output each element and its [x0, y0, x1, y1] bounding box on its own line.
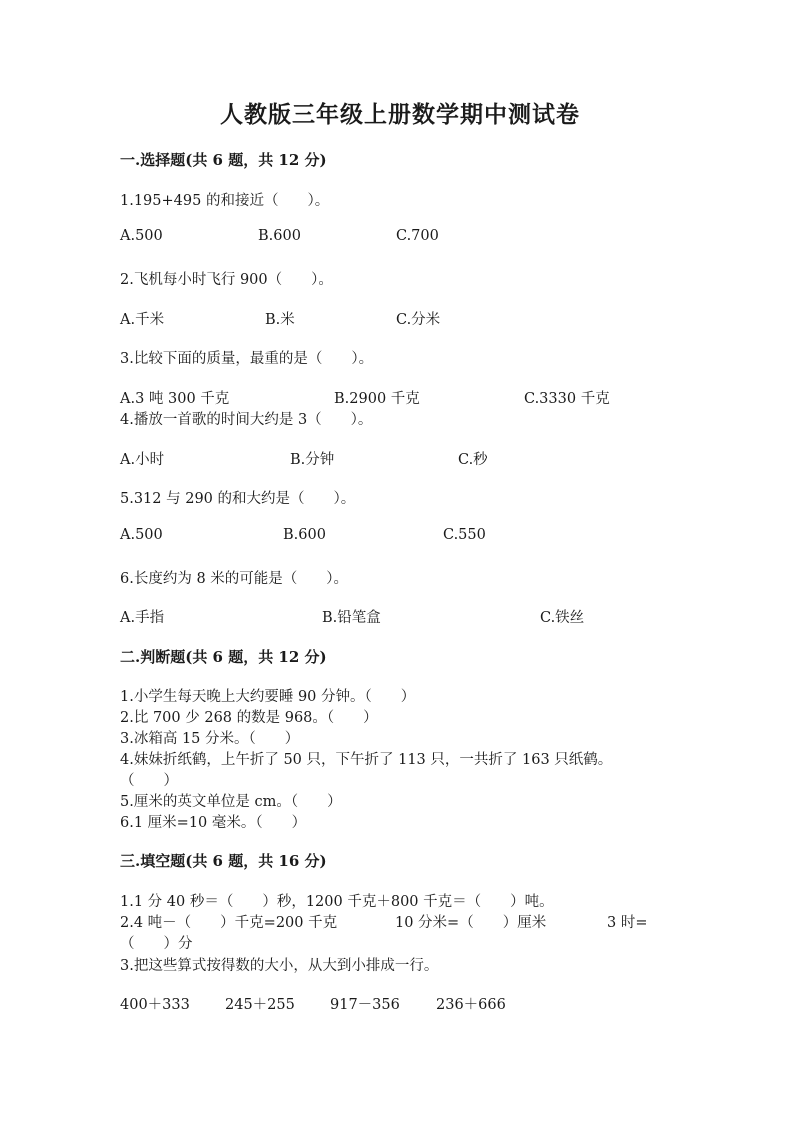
question-stem: 4.播放一首歌的时间大约是 3（ ）。 — [120, 412, 373, 428]
option-a: A.3 吨 300 千克 — [120, 391, 230, 407]
option-b: B.2900 千克 — [334, 391, 420, 407]
section-heading-choice: 一.选择题(共 6 题，共 12 分) — [120, 151, 327, 169]
option-c: C.700 — [396, 228, 439, 244]
option-a: A.小时 — [120, 452, 165, 468]
expression: 917－356 — [330, 997, 400, 1013]
fill-item-part: 10 分米=（ ）厘米 — [395, 915, 547, 931]
option-b: B.米 — [265, 312, 295, 328]
judge-item-answer-blank: （ ） — [120, 773, 178, 789]
expression: 400＋333 — [120, 997, 190, 1013]
option-a: A.千米 — [120, 312, 165, 328]
question-stem: 2.飞机每小时飞行 900（ ）。 — [120, 272, 333, 288]
question-stem: 6.长度约为 8 米的可能是（ ）。 — [120, 571, 349, 587]
option-a: A.500 — [120, 228, 163, 244]
option-b: B.600 — [258, 228, 301, 244]
option-c: C.分米 — [396, 312, 441, 328]
option-a: A.500 — [120, 527, 163, 543]
option-a: A.手指 — [120, 610, 165, 626]
fill-item-part: 3 时= — [607, 915, 648, 931]
fill-item: 1.1 分 40 秒＝（ ）秒，1200 千克＋800 千克＝（ ）吨。 — [120, 894, 554, 910]
judge-item: 3.冰箱高 15 分米。（ ） — [120, 731, 300, 747]
judge-item: 1.小学生每天晚上大约要睡 90 分钟。（ ） — [120, 689, 416, 705]
judge-item: 5.厘米的英文单位是 cm。（ ） — [120, 794, 342, 810]
fill-item: 3.把这些算式按得数的大小，从大到小排成一行。 — [120, 958, 439, 974]
option-c: C.秒 — [458, 452, 488, 468]
fill-item-part: 2.4 吨－（ ）千克=200 千克 — [120, 915, 338, 931]
option-c: C.550 — [443, 527, 486, 543]
fill-item-continuation: （ ）分 — [120, 936, 193, 952]
question-stem: 5.312 与 290 的和大约是（ ）。 — [120, 491, 356, 507]
section-heading-judge: 二.判断题(共 6 题，共 12 分) — [120, 648, 327, 666]
option-b: B.铅笔盒 — [322, 610, 381, 626]
option-c: C.铁丝 — [540, 610, 585, 626]
page-title: 人教版三年级上册数学期中测试卷 — [220, 101, 580, 128]
question-stem: 1.195+495 的和接近（ ）。 — [120, 193, 330, 209]
section-heading-fill: 三.填空题(共 6 题，共 16 分) — [120, 852, 327, 870]
expression: 236＋666 — [436, 997, 506, 1013]
judge-item: 6.1 厘米=10 毫米。（ ） — [120, 815, 307, 831]
question-stem: 3.比较下面的质量，最重的是（ ）。 — [120, 351, 374, 367]
expression: 245＋255 — [225, 997, 295, 1013]
judge-item: 4.妹妹折纸鹤，上午折了 50 只，下午折了 113 只，一共折了 163 只纸鹤。 — [120, 752, 613, 768]
option-b: B.分钟 — [290, 452, 335, 468]
option-c: C.3330 千克 — [524, 391, 610, 407]
judge-item: 2.比 700 少 268 的数是 968。（ ） — [120, 710, 378, 726]
option-b: B.600 — [283, 527, 326, 543]
